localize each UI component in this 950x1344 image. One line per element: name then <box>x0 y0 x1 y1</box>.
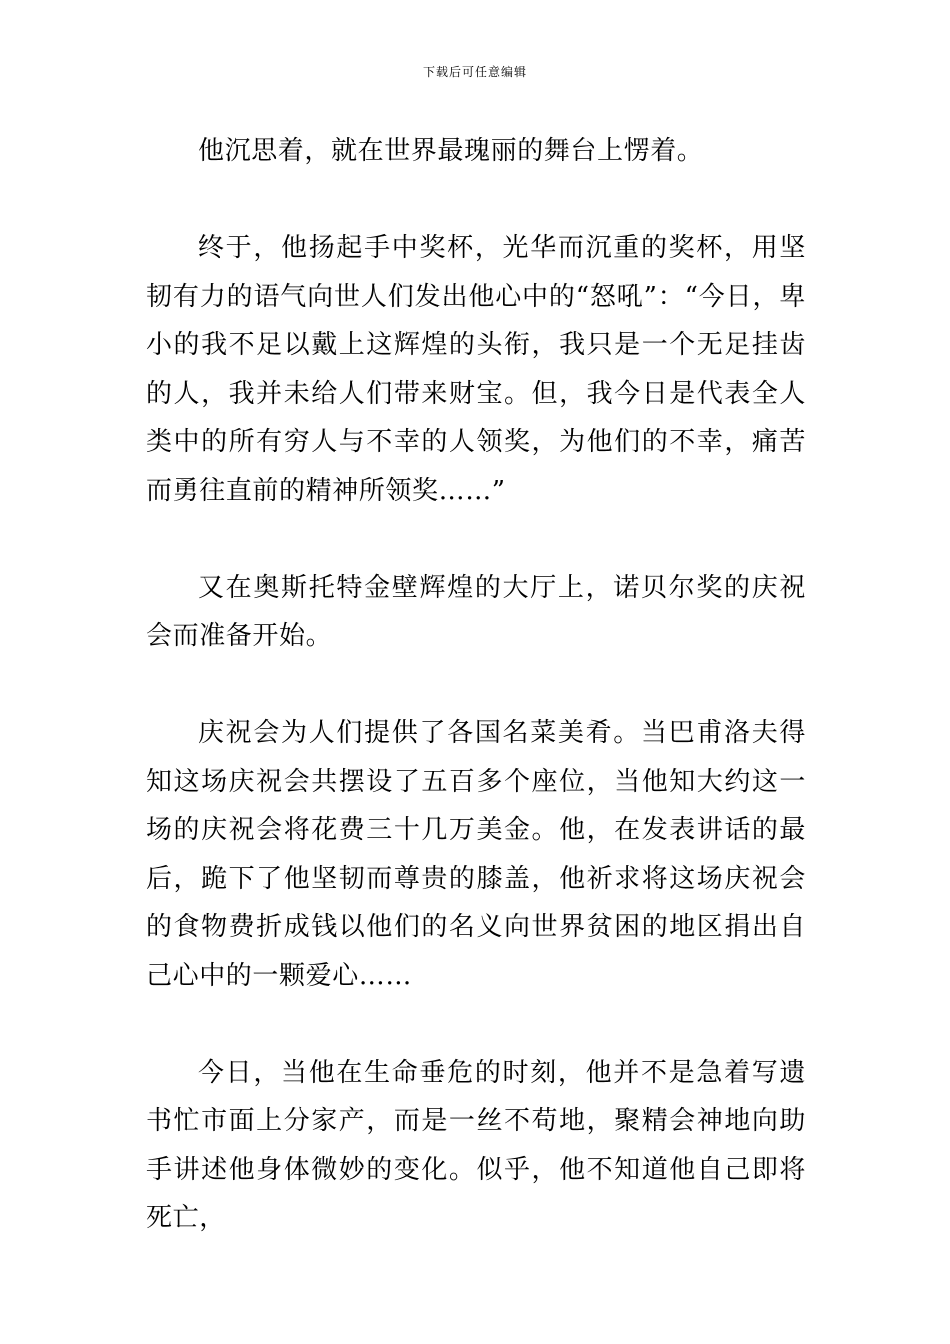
paragraph-gap <box>146 515 806 564</box>
paragraph-gap <box>146 176 806 225</box>
paragraph-1: 他沉思着，就在世界最瑰丽的舞台上愣着。 <box>198 136 704 166</box>
header-note: 下载后可任意编辑 <box>422 65 527 79</box>
paragraph-2: 终于，他扬起手中奖杯，光华而沉重的奖杯，用坚韧有力的语气向世人们发出他心中的“怒吼”：“今日，卑小的我不足以戴上这辉煌的头衔，我只是一个无足挂齿的人，我并未给人们带来财宝。但，我今日是代表全人类中的所有穷人与不幸的人领奖，为他们的不幸，痛苦而勇往直前的精神所领奖……” <box>146 233 806 506</box>
paragraph-gap <box>146 661 806 710</box>
paragraph-5: 今日，当他在生命垂危的时刻，他并不是急着写遗书忙市面上分家产，而是一丝不苟地，聚精会神地向助手讲述他身体微妙的变化。似乎，他不知道他自己即将死亡， <box>146 1057 806 1233</box>
paragraph-4: 庆祝会为人们提供了各国名菜美肴。当巴甫洛夫得知这场庆祝会共摆设了五百多个座位，当他知大约这一场的庆祝会将花费三十几万美金。他，在发表讲话的最后，跪下了他坚韧而尊贵的膝盖，他祈求将这场庆祝会的食物费折成钱以他们的名义向世界贫困的地区捐出自己心中的一颗爱心…… <box>146 718 806 991</box>
document-body <box>146 127 806 1243</box>
paragraph-gap <box>146 1000 806 1049</box>
paragraph-3: 又在奥斯托特金壁辉煌的大厅上，诺贝尔奖的庆祝会而准备开始。 <box>146 572 806 651</box>
